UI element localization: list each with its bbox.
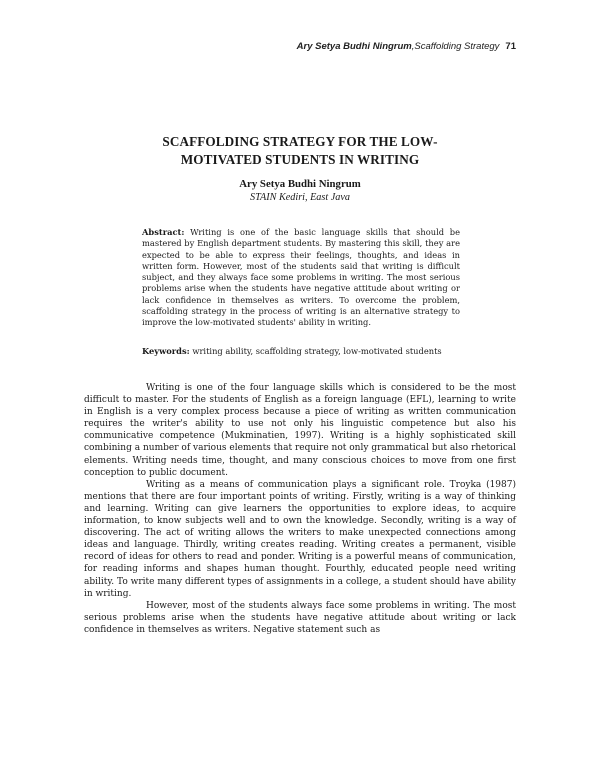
article-title bbox=[100, 133, 500, 169]
title-line-1: SCAFFOLDING STRATEGY FOR THE LOW- bbox=[162, 134, 438, 149]
author-affiliation: STAIN Kediri, East Java bbox=[250, 192, 350, 203]
abstract-label: Abstract: bbox=[142, 227, 185, 237]
header-short-title: ,Scaffolding Strategy bbox=[411, 41, 500, 52]
title-line-2: MOTIVATED STUDENTS IN WRITING bbox=[180, 152, 420, 167]
running-header bbox=[297, 41, 516, 52]
body-paragraph-3: However, most of the students always face some problems in writing. The most serious problems arise when the students have negative attitude about writing or lack confidence in themselves as writers. Negative statement such as bbox=[84, 600, 516, 635]
header-author: Ary Setya Budhi Ningrum bbox=[296, 41, 412, 52]
article-author: Ary Setya Budhi Ningrum bbox=[239, 178, 361, 190]
page-number: 71 bbox=[505, 41, 516, 52]
abstract bbox=[142, 227, 460, 328]
keywords bbox=[142, 346, 482, 356]
body-paragraph-1: Writing is one of the four language skills which is considered to be the most difficult to master. For the students of English as a foreign language (EFL), learning to write in English is a very complex process because a piece of writing as written communication requires the writer's ability to use not only his linguistic competence but also his communicative competence (Mukminatien, 1997). Writing is a highly sophisticated skill combining a number of various elements that require not only grammatical but also rhetorical elements. Writing needs time, thought, and many conscious choices to move from one first conception to public document. bbox=[84, 383, 516, 478]
body-text bbox=[84, 382, 516, 636]
keywords-label: Keywords: bbox=[142, 346, 190, 356]
abstract-text: Writing is one of the basic language skills that should be mastered by English department students. By mastering this skill, they are expected to be able to express their feelings, thoughts, and ideas in written form. However, most of the students said that writing is difficult subject, and they always face some problems in writing. The most serious problems arise when the students have negative attitude about writing or lack confidence in themselves as writers. To overcome the problem, scaffolding strategy in the process of writing is an alternative strategy to improve the low-motivated students' ability in writing. bbox=[142, 227, 460, 327]
keywords-text: writing ability, scaffolding strategy, low-motivated students bbox=[189, 346, 442, 356]
body-paragraph-2: Writing as a means of communication plays a significant role. Troyka (1987) mentions that there are four important points of writing. Firstly, writing is a way of thinking and learning. Writing can give learners the opportunities to explore ideas, to acquire information, to know subjects well and to own the knowledge. Secondly, writing is a way of discovering. The act of writing allows the writers to make unexpected connections among ideas and language. Thirdly, writing creates reading. Writing creates a permanent, visible record of ideas for others to read and ponder. Writing is a powerful means of communication, for reading informs and shapes human thought. Fourthly, educated people need writing ability. To write many different types of assignments in a college, a student should have ability in writing. bbox=[84, 479, 516, 599]
